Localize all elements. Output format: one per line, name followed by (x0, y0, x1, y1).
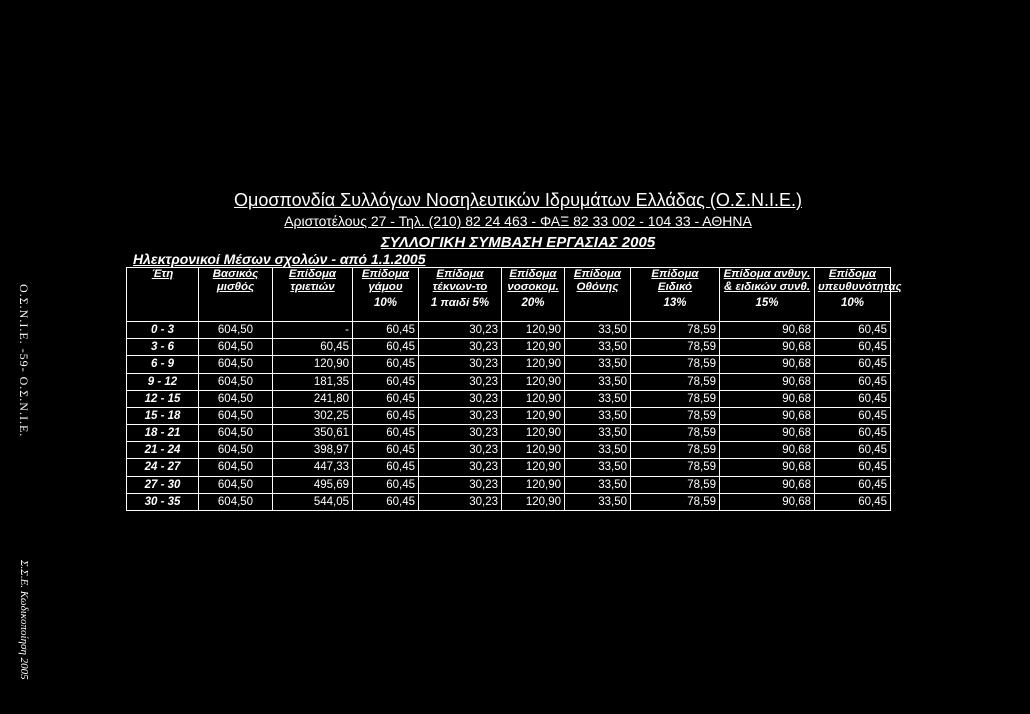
value-cell: 33,50 (565, 459, 631, 476)
column-header-pct: 13% (663, 297, 687, 309)
column-header-line2: τέκνων-το (432, 281, 488, 293)
value-cell: 90,68 (720, 322, 815, 339)
years-cell: 15 - 18 (127, 407, 199, 424)
value-cell: 30,23 (419, 390, 502, 407)
years-cell: 18 - 21 (127, 425, 199, 442)
value-cell: 30,23 (419, 339, 502, 356)
value-cell: 90,68 (720, 356, 815, 373)
table-row (127, 356, 891, 373)
column-header-pct: 10% (373, 297, 398, 309)
value-cell: 60,45 (815, 339, 891, 356)
table-row (127, 373, 891, 390)
value-cell: 60,45 (353, 425, 419, 442)
organization-address: Αριστοτέλους 27 - Τηλ. (210) 82 24 463 - ΦΑΞ 82 33 002 - 104 33 - ΑΘΗΝΑ (284, 213, 752, 229)
column-header (353, 268, 419, 322)
value-cell: 78,59 (631, 390, 720, 407)
table-row (127, 390, 891, 407)
side-code-marker: Σ.Σ.Ε. Κωδικοποίηση 2005 (18, 560, 30, 680)
column-header-line2: νοσοκομ. (507, 281, 559, 293)
value-cell: 398,97 (273, 442, 353, 459)
value-cell: 120,90 (502, 373, 565, 390)
value-cell: 60,45 (353, 373, 419, 390)
column-header-line2: τριετιών (290, 281, 335, 293)
column-header-line1: Επίδομα (651, 268, 699, 280)
years-cell: 0 - 3 (127, 322, 199, 339)
column-header-pct: 15% (755, 297, 779, 309)
value-cell: 33,50 (565, 407, 631, 424)
table-row (127, 493, 891, 510)
value-cell: 60,45 (353, 339, 419, 356)
salary-table (126, 267, 902, 511)
value-cell: 33,50 (565, 373, 631, 390)
value-cell: 33,50 (565, 442, 631, 459)
years-cell: 24 - 27 (127, 459, 199, 476)
value-cell: 90,68 (720, 459, 815, 476)
side-page-marker: Ο.Σ.Ν.Ι.Ε. -59- Ο.Σ.Ν.Ι.Ε. (17, 284, 31, 438)
value-cell: 33,50 (565, 476, 631, 493)
value-cell: 60,45 (353, 459, 419, 476)
value-cell: 60,45 (815, 476, 891, 493)
value-cell: 60,45 (353, 442, 419, 459)
value-cell: 120,90 (502, 339, 565, 356)
value-cell: 78,59 (631, 339, 720, 356)
table-title: Ηλεκτρονικοί Μέσων σχολών - από 1.1.2005 (133, 251, 426, 267)
value-cell: 60,45 (353, 493, 419, 510)
column-header-pct: 1 παιδί 5% (430, 297, 490, 309)
table-row (127, 425, 891, 442)
value-cell: 33,50 (565, 322, 631, 339)
value-cell: 60,45 (815, 425, 891, 442)
value-cell: 78,59 (631, 442, 720, 459)
value-cell: 544,05 (273, 493, 353, 510)
table-row (127, 407, 891, 424)
value-cell: 60,45 (815, 459, 891, 476)
value-cell: 350,61 (273, 425, 353, 442)
value-cell: 60,45 (815, 356, 891, 373)
value-cell: 604,50 (199, 425, 273, 442)
value-cell: 78,59 (631, 493, 720, 510)
value-cell: 78,59 (631, 407, 720, 424)
column-header (565, 268, 631, 322)
value-cell: 60,45 (353, 476, 419, 493)
column-header-line1: Επίδομα (361, 268, 410, 280)
value-cell: 181,35 (273, 373, 353, 390)
value-cell: 120,90 (273, 356, 353, 373)
column-header-line1: Επίδομα ανθυγ. (723, 268, 811, 280)
value-cell: - (273, 322, 353, 339)
column-header (502, 268, 565, 322)
value-cell: 120,90 (502, 356, 565, 373)
years-cell: 30 - 35 (127, 493, 199, 510)
value-cell: 604,50 (199, 493, 273, 510)
value-cell: 30,23 (419, 493, 502, 510)
column-header-pct: 20% (521, 297, 545, 309)
value-cell: 120,90 (502, 322, 565, 339)
column-header-line2: υπευθυνότητας (818, 281, 902, 293)
value-cell: 302,25 (273, 407, 353, 424)
value-cell: 604,50 (199, 476, 273, 493)
value-cell: 604,50 (199, 407, 273, 424)
value-cell: 90,68 (720, 390, 815, 407)
contract-title: ΣΥΛΛΟΓΙΚΗ ΣΥΜΒΑΣΗ ΕΡΓΑΣΙΑΣ 2005 (380, 234, 656, 251)
column-header-line1: Επίδομα (288, 268, 337, 280)
table-row (127, 476, 891, 493)
table-row (127, 322, 891, 339)
years-cell: 27 - 30 (127, 476, 199, 493)
value-cell: 78,59 (631, 373, 720, 390)
years-cell: 3 - 6 (127, 339, 199, 356)
value-cell: 604,50 (199, 390, 273, 407)
column-header (127, 268, 199, 322)
value-cell: 30,23 (419, 442, 502, 459)
value-cell: 120,90 (502, 442, 565, 459)
column-header (273, 268, 353, 322)
value-cell: 33,50 (565, 390, 631, 407)
value-cell: 78,59 (631, 356, 720, 373)
table-row (127, 442, 891, 459)
value-cell: 60,45 (815, 390, 891, 407)
value-cell: 447,33 (273, 459, 353, 476)
table-row (127, 459, 891, 476)
column-header (199, 268, 273, 322)
value-cell: 60,45 (815, 493, 891, 510)
value-cell: 90,68 (720, 493, 815, 510)
years-cell: 9 - 12 (127, 373, 199, 390)
value-cell: 60,45 (815, 373, 891, 390)
value-cell: 120,90 (502, 476, 565, 493)
value-cell: 120,90 (502, 459, 565, 476)
value-cell: 60,45 (815, 407, 891, 424)
column-header-pct: 10% (840, 297, 865, 309)
value-cell: 90,68 (720, 476, 815, 493)
value-cell: 604,50 (199, 356, 273, 373)
column-header (419, 268, 502, 322)
value-cell: 90,68 (720, 373, 815, 390)
value-cell: 78,59 (631, 425, 720, 442)
value-cell: 241,80 (273, 390, 353, 407)
value-cell: 33,50 (565, 356, 631, 373)
value-cell: 604,50 (199, 339, 273, 356)
column-header-line2: Ειδικό (657, 281, 693, 293)
value-cell: 78,59 (631, 459, 720, 476)
value-cell: 604,50 (199, 459, 273, 476)
column-header-line1: Επίδομα (509, 268, 557, 280)
value-cell: 120,90 (502, 425, 565, 442)
value-cell: 30,23 (419, 322, 502, 339)
column-header-line2: μισθός (216, 281, 255, 293)
column-header-line1: Επίδομα (436, 268, 484, 280)
column-header-line2: Οθόνης (576, 281, 619, 293)
table-row (127, 339, 891, 356)
value-cell: 90,68 (720, 442, 815, 459)
value-cell: 60,45 (353, 407, 419, 424)
organization-title: Ομοσπονδία Συλλόγων Νοσηλευτικών Ιδρυμάτων Ελλάδας (Ο.Σ.Ν.Ι.Ε.) (234, 190, 802, 210)
column-header-line1: Επίδομα (573, 268, 622, 280)
value-cell: 30,23 (419, 476, 502, 493)
value-cell: 30,23 (419, 425, 502, 442)
years-cell: 6 - 9 (127, 356, 199, 373)
value-cell: 90,68 (720, 407, 815, 424)
years-cell: 21 - 24 (127, 442, 199, 459)
value-cell: 120,90 (502, 493, 565, 510)
column-header-line1: Βασικός (212, 268, 259, 280)
value-cell: 33,50 (565, 339, 631, 356)
value-cell: 60,45 (273, 339, 353, 356)
column-header (631, 268, 720, 322)
value-cell: 120,90 (502, 390, 565, 407)
years-cell: 12 - 15 (127, 390, 199, 407)
value-cell: 78,59 (631, 322, 720, 339)
value-cell: 33,50 (565, 493, 631, 510)
value-cell: 60,45 (815, 442, 891, 459)
value-cell: 30,23 (419, 373, 502, 390)
value-cell: 78,59 (631, 476, 720, 493)
value-cell: 60,45 (353, 322, 419, 339)
value-cell: 604,50 (199, 442, 273, 459)
table-body (127, 322, 891, 511)
table-header-row (127, 268, 891, 322)
value-cell: 90,68 (720, 339, 815, 356)
value-cell: 604,50 (199, 322, 273, 339)
value-cell: 495,69 (273, 476, 353, 493)
value-cell: 60,45 (353, 390, 419, 407)
value-cell: 30,23 (419, 356, 502, 373)
column-header (815, 268, 902, 322)
value-cell: 60,45 (815, 322, 891, 339)
value-cell: 30,23 (419, 407, 502, 424)
value-cell: 60,45 (353, 356, 419, 373)
column-header-line1: Έτη (151, 268, 174, 280)
value-cell: 90,68 (720, 425, 815, 442)
value-cell: 604,50 (199, 373, 273, 390)
value-cell: 30,23 (419, 459, 502, 476)
value-cell: 33,50 (565, 425, 631, 442)
column-header-line2: & ειδικών συνθ. (723, 281, 811, 293)
column-header-line2: γάμου (368, 281, 403, 293)
column-header-line1: Επίδομα (828, 268, 877, 280)
column-header (720, 268, 815, 322)
value-cell: 120,90 (502, 407, 565, 424)
